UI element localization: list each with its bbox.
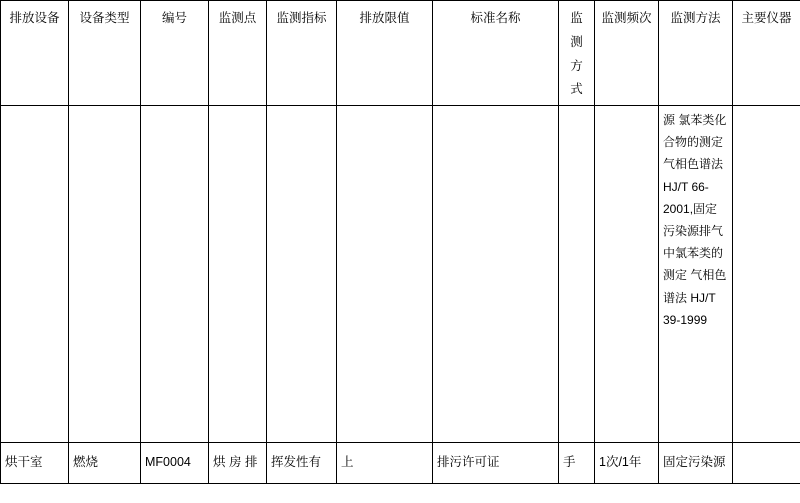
cell-monitor-index xyxy=(267,106,337,443)
column-header-serial-no: 编号 xyxy=(141,1,209,106)
cell-serial-no xyxy=(141,106,209,443)
cell-serial-no: MF0004 xyxy=(141,443,209,484)
table-header-row xyxy=(1,1,800,106)
cell-main-instrument xyxy=(733,106,800,443)
column-header-monitor-frequency: 监测频次 xyxy=(595,1,659,106)
cell-emission-limit xyxy=(337,106,433,443)
column-header-device-type: 设备类型 xyxy=(69,1,141,106)
cell-monitor-point xyxy=(209,106,267,443)
cell-emission-device: 烘干室 xyxy=(1,443,69,484)
cell-standard-name xyxy=(433,106,559,443)
cell-monitor-method: 源 氯苯类化合物的测定 气相色谱法 HJ/T 66-2001,固定污染源排气中氯苯类的测定 气相色谱法 HJ/T 39-1999 xyxy=(659,106,733,443)
cell-emission-limit: 上 xyxy=(337,443,433,484)
column-header-monitor-point: 监测点 xyxy=(209,1,267,106)
cell-standard-name: 排污许可证 xyxy=(433,443,559,484)
cell-device-type: 燃烧 xyxy=(69,443,141,484)
table-row xyxy=(1,106,800,443)
column-header-emission-device: 排放设备 xyxy=(1,1,69,106)
cell-emission-device xyxy=(1,106,69,443)
cell-monitor-point: 烘 房 排 xyxy=(209,443,267,484)
cell-monitor-way: 手 xyxy=(559,443,595,484)
cell-monitor-frequency xyxy=(595,106,659,443)
column-header-monitor-method: 监测方法 xyxy=(659,1,733,106)
column-header-monitor-index: 监测指标 xyxy=(267,1,337,106)
cell-monitor-way xyxy=(559,106,595,443)
cell-monitor-method: 固定污染源 xyxy=(659,443,733,484)
column-header-monitor-way: 监 测 方 式 xyxy=(559,1,595,106)
column-header-emission-limit: 排放限值 xyxy=(337,1,433,106)
cell-device-type xyxy=(69,106,141,443)
table-row xyxy=(1,443,800,484)
cell-monitor-frequency: 1次/1年 xyxy=(595,443,659,484)
cell-main-instrument xyxy=(733,443,800,484)
column-header-main-instrument: 主要仪器 xyxy=(733,1,800,106)
cell-monitor-index: 挥发性有 xyxy=(267,443,337,484)
column-header-standard-name: 标准名称 xyxy=(433,1,559,106)
